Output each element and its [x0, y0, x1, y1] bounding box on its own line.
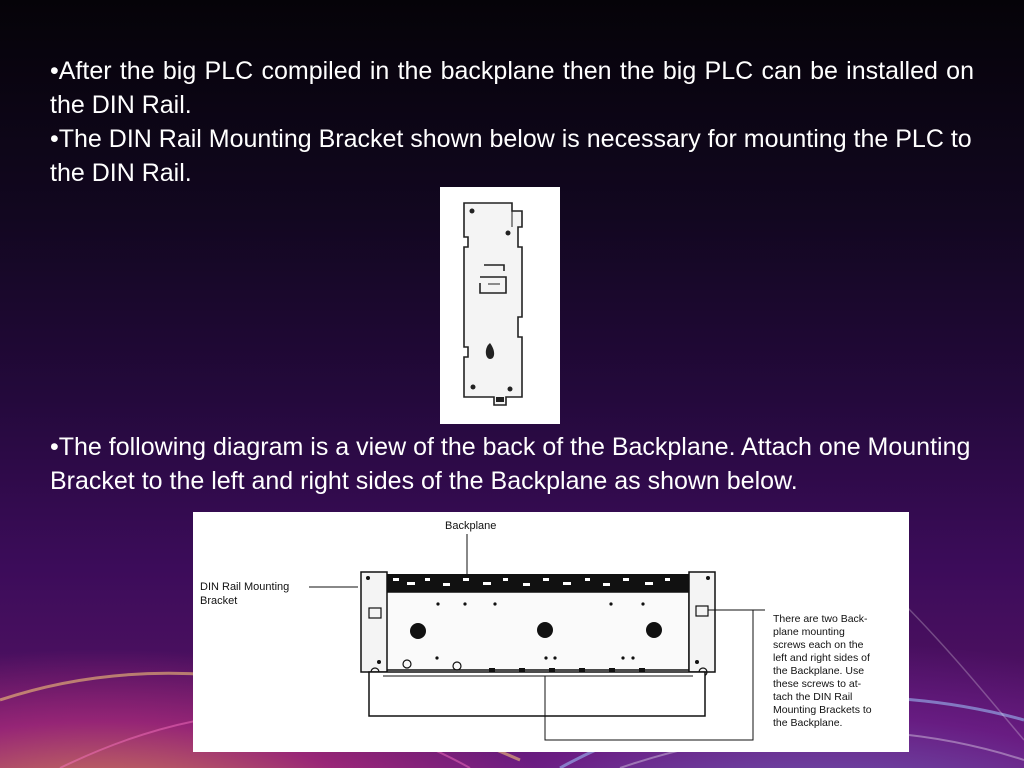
bracket-label-line-2: Bracket [200, 595, 238, 607]
bullet-paragraph-1: •After the big PLC compiled in the backplane then the big PLC can be installed on the DIN Rail. [50, 57, 974, 119]
backplane-diagram [193, 512, 909, 752]
note-line-2: plane mounting [773, 626, 845, 638]
din-rail-bracket-image [440, 187, 560, 424]
backplane-label: Backplane [445, 520, 497, 532]
note-line-6: these screws to at- [773, 678, 862, 690]
backplane-drawing [193, 512, 909, 752]
note-line-8: Mounting Brackets to [773, 704, 872, 716]
note-line-7: tach the DIN Rail [773, 691, 853, 703]
bullet-paragraph-3: •The following diagram is a view of the back of the Backplane. Attach one Mounting Bracket to the left and right sides of the Backplane as shown below. [50, 433, 971, 495]
note-line-4: left and right sides of [773, 652, 870, 664]
note-line-5: the Backplane. Use [773, 665, 865, 677]
bracket-drawing [440, 187, 560, 424]
note-line-1: There are two Back- [773, 613, 868, 625]
bracket-label-line-1: DIN Rail Mounting [200, 581, 290, 593]
note-line-3: screws each on the [773, 639, 864, 651]
bullet-paragraph-2: •The DIN Rail Mounting Bracket shown below is necessary for mounting the PLC to the DIN Rail. [50, 125, 972, 187]
note-line-9: the Backplane. [773, 717, 843, 729]
